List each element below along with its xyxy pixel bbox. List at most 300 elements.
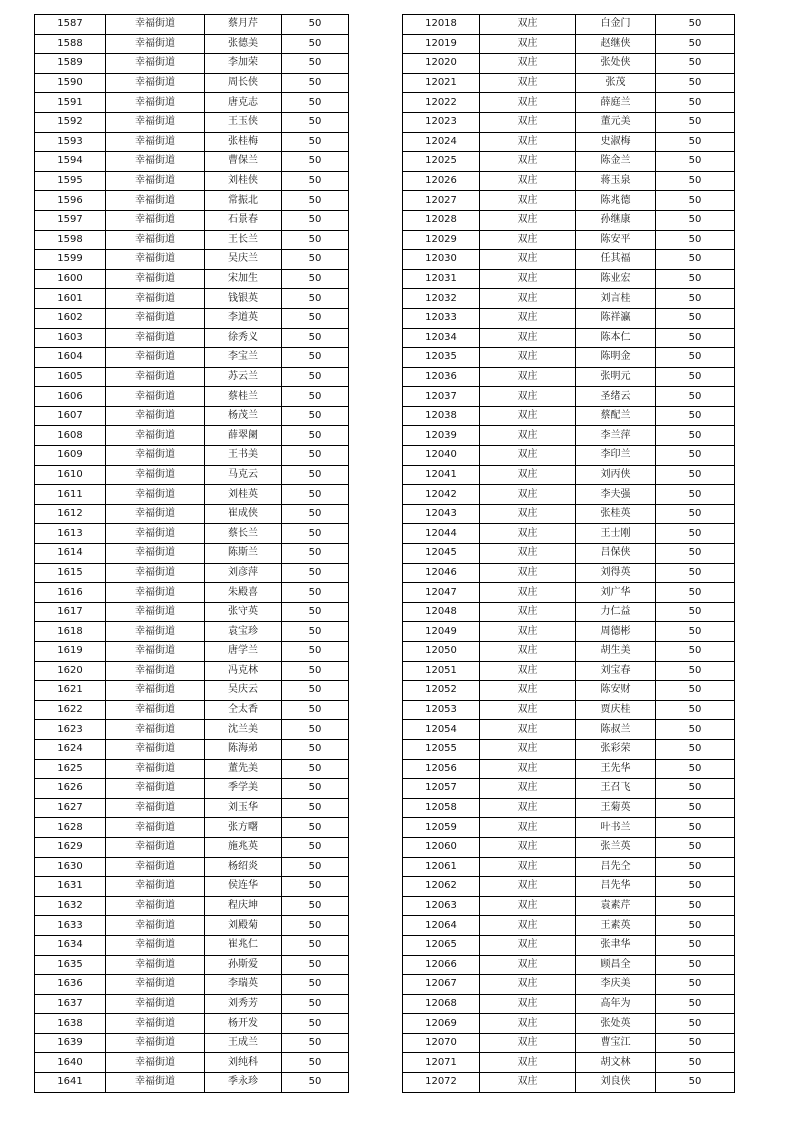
cell-amount: 50: [282, 642, 349, 662]
table-row: [403, 563, 735, 583]
cell-area: 幸福街道: [106, 681, 205, 701]
cell-amount: 50: [656, 896, 735, 916]
cell-number: 1602: [35, 308, 106, 328]
cell-name: 袁宝珍: [205, 622, 282, 642]
cell-area: 双庄: [480, 93, 576, 113]
table-row: [35, 877, 349, 897]
cell-name: 叶书兰: [576, 818, 656, 838]
cell-number: 1631: [35, 877, 106, 897]
table-row: [403, 759, 735, 779]
cell-amount: 50: [656, 426, 735, 446]
cell-name: 朱殿喜: [205, 583, 282, 603]
cell-name: 杨绍炎: [205, 857, 282, 877]
cell-amount: 50: [282, 1073, 349, 1093]
cell-area: 双庄: [480, 935, 576, 955]
cell-amount: 50: [282, 857, 349, 877]
cell-number: 1614: [35, 544, 106, 564]
cell-name: 唐学兰: [205, 642, 282, 662]
cell-name: 周长侠: [205, 73, 282, 93]
table-row: [403, 191, 735, 211]
cell-name: 任其福: [576, 250, 656, 270]
cell-name: 周德彬: [576, 622, 656, 642]
cell-area: 双庄: [480, 132, 576, 152]
cell-amount: 50: [282, 661, 349, 681]
table-row: [35, 524, 349, 544]
cell-name: 程庆坤: [205, 896, 282, 916]
cell-name: 刘言桂: [576, 289, 656, 309]
cell-area: 双庄: [480, 583, 576, 603]
cell-number: 1613: [35, 524, 106, 544]
cell-amount: 50: [282, 328, 349, 348]
cell-name: 孙斯爱: [205, 955, 282, 975]
cell-area: 双庄: [480, 152, 576, 172]
cell-name: 刘得英: [576, 563, 656, 583]
cell-area: 双庄: [480, 524, 576, 544]
cell-area: 幸福街道: [106, 857, 205, 877]
cell-area: 双庄: [480, 269, 576, 289]
cell-area: 双庄: [480, 387, 576, 407]
cell-number: 12040: [403, 446, 480, 466]
cell-name: 刘宝春: [576, 661, 656, 681]
table-row: [35, 152, 349, 172]
cell-amount: 50: [282, 446, 349, 466]
cell-number: 12033: [403, 308, 480, 328]
table-row: [35, 308, 349, 328]
cell-name: 张聿华: [576, 935, 656, 955]
table-row: [35, 798, 349, 818]
cell-amount: 50: [656, 563, 735, 583]
table-row: [403, 798, 735, 818]
cell-name: 张守英: [205, 602, 282, 622]
cell-amount: 50: [282, 583, 349, 603]
cell-number: 1601: [35, 289, 106, 309]
table-row: [403, 171, 735, 191]
cell-area: 幸福街道: [106, 661, 205, 681]
cell-number: 1620: [35, 661, 106, 681]
cell-area: 双庄: [480, 877, 576, 897]
cell-amount: 50: [282, 1033, 349, 1053]
cell-number: 1600: [35, 269, 106, 289]
cell-amount: 50: [656, 857, 735, 877]
cell-area: 双庄: [480, 661, 576, 681]
cell-amount: 50: [656, 34, 735, 54]
cell-area: 双庄: [480, 563, 576, 583]
cell-number: 12042: [403, 485, 480, 505]
cell-number: 12068: [403, 994, 480, 1014]
cell-area: 幸福街道: [106, 896, 205, 916]
table-row: [35, 171, 349, 191]
cell-area: 双庄: [480, 191, 576, 211]
cell-number: 12039: [403, 426, 480, 446]
cell-number: 1590: [35, 73, 106, 93]
cell-number: 12032: [403, 289, 480, 309]
cell-area: 双庄: [480, 720, 576, 740]
cell-amount: 50: [282, 406, 349, 426]
cell-amount: 50: [282, 877, 349, 897]
cell-area: 幸福街道: [106, 1073, 205, 1093]
table-row: [35, 210, 349, 230]
cell-number: 12049: [403, 622, 480, 642]
cell-name: 张明元: [576, 367, 656, 387]
left-table: [34, 14, 349, 1093]
cell-amount: 50: [656, 406, 735, 426]
cell-name: 吕保侠: [576, 544, 656, 564]
cell-number: 12060: [403, 837, 480, 857]
cell-area: 双庄: [480, 916, 576, 936]
table-row: [403, 504, 735, 524]
cell-amount: 50: [656, 191, 735, 211]
cell-number: 12027: [403, 191, 480, 211]
cell-area: 幸福街道: [106, 367, 205, 387]
cell-name: 刘丙侠: [576, 465, 656, 485]
cell-number: 1593: [35, 132, 106, 152]
cell-area: 幸福街道: [106, 739, 205, 759]
cell-name: 陈祥瀛: [576, 308, 656, 328]
cell-amount: 50: [656, 1053, 735, 1073]
cell-number: 12063: [403, 896, 480, 916]
cell-area: 双庄: [480, 798, 576, 818]
table-row: [35, 269, 349, 289]
cell-number: 1599: [35, 250, 106, 270]
cell-name: 张处侠: [576, 54, 656, 74]
cell-number: 12034: [403, 328, 480, 348]
cell-name: 蔡月芹: [205, 15, 282, 35]
cell-name: 李庆美: [576, 975, 656, 995]
cell-area: 双庄: [480, 681, 576, 701]
cell-number: 1603: [35, 328, 106, 348]
table-row: [35, 485, 349, 505]
cell-amount: 50: [282, 759, 349, 779]
cell-amount: 50: [656, 230, 735, 250]
cell-name: 白金门: [576, 15, 656, 35]
cell-amount: 50: [656, 739, 735, 759]
cell-number: 12021: [403, 73, 480, 93]
cell-amount: 50: [656, 759, 735, 779]
table-row: [403, 739, 735, 759]
table-row: [35, 1073, 349, 1093]
cell-area: 幸福街道: [106, 348, 205, 368]
cell-number: 1611: [35, 485, 106, 505]
cell-area: 双庄: [480, 367, 576, 387]
cell-amount: 50: [656, 720, 735, 740]
cell-name: 王长兰: [205, 230, 282, 250]
cell-name: 力仁益: [576, 602, 656, 622]
table-row: [403, 916, 735, 936]
cell-name: 赵继侠: [576, 34, 656, 54]
table-row: [403, 1014, 735, 1034]
cell-area: 幸福街道: [106, 485, 205, 505]
cell-area: 双庄: [480, 759, 576, 779]
cell-area: 双庄: [480, 73, 576, 93]
cell-amount: 50: [282, 348, 349, 368]
table-row: [35, 328, 349, 348]
cell-number: 1633: [35, 916, 106, 936]
table-row: [403, 661, 735, 681]
table-row: [35, 700, 349, 720]
cell-area: 双庄: [480, 955, 576, 975]
cell-number: 1595: [35, 171, 106, 191]
cell-area: 幸福街道: [106, 602, 205, 622]
cell-area: 幸福街道: [106, 994, 205, 1014]
table-row: [403, 994, 735, 1014]
cell-number: 12031: [403, 269, 480, 289]
table-row: [403, 426, 735, 446]
table-row: [35, 994, 349, 1014]
cell-amount: 50: [282, 34, 349, 54]
cell-number: 12046: [403, 563, 480, 583]
cell-area: 双庄: [480, 622, 576, 642]
cell-area: 幸福街道: [106, 1033, 205, 1053]
table-row: [35, 602, 349, 622]
cell-name: 薛庭兰: [576, 93, 656, 113]
cell-area: 幸福街道: [106, 877, 205, 897]
table-row: [35, 367, 349, 387]
table-row: [35, 720, 349, 740]
cell-amount: 50: [282, 210, 349, 230]
cell-name: 陈业宏: [576, 269, 656, 289]
cell-amount: 50: [282, 112, 349, 132]
cell-name: 胡生美: [576, 642, 656, 662]
cell-number: 1625: [35, 759, 106, 779]
cell-amount: 50: [656, 93, 735, 113]
table-row: [35, 426, 349, 446]
cell-area: 幸福街道: [106, 308, 205, 328]
cell-name: 贾庆桂: [576, 700, 656, 720]
cell-area: 幸福街道: [106, 289, 205, 309]
cell-number: 1607: [35, 406, 106, 426]
cell-amount: 50: [282, 230, 349, 250]
cell-name: 崔成侠: [205, 504, 282, 524]
cell-amount: 50: [656, 661, 735, 681]
cell-name: 刘彦萍: [205, 563, 282, 583]
cell-area: 双庄: [480, 308, 576, 328]
table-row: [403, 230, 735, 250]
table-row: [35, 1014, 349, 1034]
cell-amount: 50: [656, 250, 735, 270]
cell-area: 幸福街道: [106, 171, 205, 191]
cell-name: 仝太香: [205, 700, 282, 720]
table-row: [35, 93, 349, 113]
cell-name: 刘广华: [576, 583, 656, 603]
cell-name: 常振北: [205, 191, 282, 211]
cell-amount: 50: [656, 465, 735, 485]
cell-area: 幸福街道: [106, 955, 205, 975]
cell-area: 幸福街道: [106, 798, 205, 818]
cell-area: 幸福街道: [106, 230, 205, 250]
cell-area: 幸福街道: [106, 935, 205, 955]
cell-amount: 50: [282, 681, 349, 701]
table-row: [403, 15, 735, 35]
table-row: [403, 446, 735, 466]
table-row: [403, 935, 735, 955]
cell-number: 12026: [403, 171, 480, 191]
table-row: [35, 916, 349, 936]
cell-number: 1608: [35, 426, 106, 446]
cell-area: 幸福街道: [106, 269, 205, 289]
cell-amount: 50: [656, 681, 735, 701]
table-row: [403, 1073, 735, 1093]
table-row: [403, 112, 735, 132]
table-row: [403, 93, 735, 113]
cell-number: 12025: [403, 152, 480, 172]
cell-amount: 50: [282, 54, 349, 74]
cell-amount: 50: [656, 348, 735, 368]
cell-area: 幸福街道: [106, 544, 205, 564]
cell-area: 幸福街道: [106, 210, 205, 230]
cell-amount: 50: [282, 15, 349, 35]
cell-amount: 50: [656, 779, 735, 799]
cell-amount: 50: [656, 642, 735, 662]
cell-amount: 50: [282, 700, 349, 720]
table-row: [35, 681, 349, 701]
cell-amount: 50: [282, 720, 349, 740]
cell-amount: 50: [656, 15, 735, 35]
left-table-body: [35, 15, 349, 1093]
cell-amount: 50: [282, 289, 349, 309]
table-row: [35, 739, 349, 759]
cell-number: 1626: [35, 779, 106, 799]
cell-amount: 50: [656, 485, 735, 505]
cell-area: 双庄: [480, 112, 576, 132]
table-row: [403, 269, 735, 289]
cell-number: 12044: [403, 524, 480, 544]
cell-area: 双庄: [480, 1053, 576, 1073]
cell-number: 12028: [403, 210, 480, 230]
table-row: [35, 348, 349, 368]
cell-amount: 50: [282, 171, 349, 191]
cell-amount: 50: [656, 935, 735, 955]
cell-amount: 50: [282, 602, 349, 622]
cell-name: 季学美: [205, 779, 282, 799]
cell-number: 1622: [35, 700, 106, 720]
table-row: [35, 857, 349, 877]
cell-number: 1610: [35, 465, 106, 485]
cell-area: 双庄: [480, 446, 576, 466]
cell-amount: 50: [282, 896, 349, 916]
cell-amount: 50: [656, 367, 735, 387]
cell-amount: 50: [282, 465, 349, 485]
cell-name: 陈金兰: [576, 152, 656, 172]
cell-amount: 50: [282, 739, 349, 759]
cell-area: 幸福街道: [106, 152, 205, 172]
table-row: [35, 818, 349, 838]
cell-number: 12056: [403, 759, 480, 779]
table-row: [403, 289, 735, 309]
table-row: [35, 955, 349, 975]
table-row: [35, 583, 349, 603]
cell-name: 张桂英: [576, 504, 656, 524]
cell-number: 1606: [35, 387, 106, 407]
table-row: [35, 622, 349, 642]
cell-area: 幸福街道: [106, 720, 205, 740]
cell-name: 曹宝江: [576, 1033, 656, 1053]
cell-number: 1637: [35, 994, 106, 1014]
cell-name: 王玉侠: [205, 112, 282, 132]
cell-number: 1636: [35, 975, 106, 995]
table-row: [35, 73, 349, 93]
cell-name: 陈本仁: [576, 328, 656, 348]
cell-area: 幸福街道: [106, 446, 205, 466]
cell-area: 双庄: [480, 779, 576, 799]
cell-number: 1592: [35, 112, 106, 132]
cell-name: 刘良侠: [576, 1073, 656, 1093]
cell-amount: 50: [656, 269, 735, 289]
cell-name: 杨开发: [205, 1014, 282, 1034]
cell-number: 12054: [403, 720, 480, 740]
table-row: [35, 250, 349, 270]
cell-name: 杨茂兰: [205, 406, 282, 426]
table-row: [403, 485, 735, 505]
cell-amount: 50: [282, 1053, 349, 1073]
cell-name: 张处英: [576, 1014, 656, 1034]
cell-area: 双庄: [480, 994, 576, 1014]
cell-amount: 50: [656, 916, 735, 936]
cell-name: 陈海弟: [205, 739, 282, 759]
cell-amount: 50: [656, 387, 735, 407]
table-row: [403, 837, 735, 857]
cell-name: 王先华: [576, 759, 656, 779]
cell-number: 1588: [35, 34, 106, 54]
table-row: [35, 34, 349, 54]
table-row: [35, 661, 349, 681]
cell-number: 12069: [403, 1014, 480, 1034]
cell-area: 双庄: [480, 250, 576, 270]
cell-area: 幸福街道: [106, 132, 205, 152]
table-row: [403, 700, 735, 720]
cell-amount: 50: [282, 426, 349, 446]
cell-name: 陈安财: [576, 681, 656, 701]
cell-name: 蔡配兰: [576, 406, 656, 426]
cell-area: 双庄: [480, 602, 576, 622]
cell-amount: 50: [282, 485, 349, 505]
cell-area: 幸福街道: [106, 73, 205, 93]
cell-number: 12066: [403, 955, 480, 975]
cell-name: 薛翠阑: [205, 426, 282, 446]
table-row: [35, 465, 349, 485]
cell-name: 张方曙: [205, 818, 282, 838]
table-row: [403, 602, 735, 622]
cell-number: 12041: [403, 465, 480, 485]
cell-amount: 50: [656, 622, 735, 642]
cell-area: 双庄: [480, 171, 576, 191]
cell-number: 12020: [403, 54, 480, 74]
cell-area: 双庄: [480, 465, 576, 485]
cell-area: 双庄: [480, 210, 576, 230]
cell-area: 双庄: [480, 544, 576, 564]
cell-area: 幸福街道: [106, 779, 205, 799]
cell-area: 幸福街道: [106, 1014, 205, 1034]
cell-amount: 50: [282, 504, 349, 524]
cell-amount: 50: [282, 622, 349, 642]
cell-name: 李道英: [205, 308, 282, 328]
cell-area: 幸福街道: [106, 34, 205, 54]
cell-amount: 50: [656, 73, 735, 93]
cell-number: 12022: [403, 93, 480, 113]
cell-number: 12038: [403, 406, 480, 426]
cell-area: 幸福街道: [106, 583, 205, 603]
cell-name: 侯连华: [205, 877, 282, 897]
cell-name: 董先美: [205, 759, 282, 779]
cell-name: 苏云兰: [205, 367, 282, 387]
cell-amount: 50: [656, 583, 735, 603]
cell-number: 1616: [35, 583, 106, 603]
cell-area: 双庄: [480, 837, 576, 857]
cell-amount: 50: [282, 994, 349, 1014]
table-row: [403, 132, 735, 152]
cell-area: 双庄: [480, 1014, 576, 1034]
cell-area: 幸福街道: [106, 54, 205, 74]
cell-name: 李宝兰: [205, 348, 282, 368]
